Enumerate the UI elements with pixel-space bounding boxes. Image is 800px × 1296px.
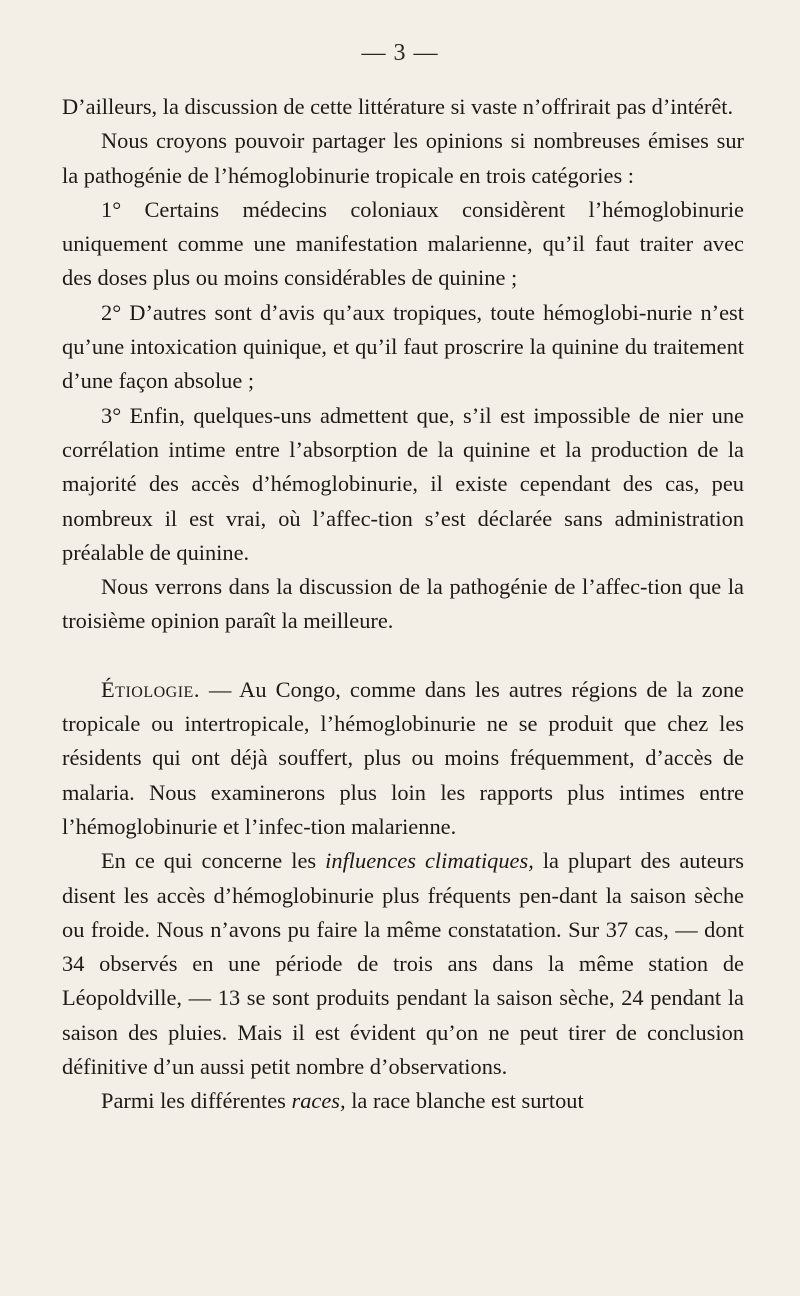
list-item-2: 2° D’autres sont d’avis qu’aux tropiques, toute hémoglobi-nurie n’est qu’une intoxication quinique, et qu’il faut proscrire la quinine du traitement d’une façon absolue ; [62, 299, 744, 394]
etiologie-paragraph [62, 673, 744, 844]
races-emphasis: races, [291, 1088, 346, 1114]
races-paragraph [62, 1084, 744, 1118]
paragraph-1: D’ailleurs, la discussion de cette littérature si vaste n’offrirait pas d’intérêt. [62, 94, 734, 119]
page-number: — 3 — [361, 40, 439, 66]
climate-text-before: En ce qui concerne les [101, 848, 326, 874]
climate-paragraph [62, 844, 744, 1084]
list-item-1: 1° Certains médecins coloniaux considèrent l’hémoglobinurie uniquement comme une manifestation malarienne, qu’il faut traiter avec des doses plus ou moins considérables de quinine ; [62, 196, 744, 291]
paragraph-conclusion: Nous verrons dans la discussion de la pathogénie de l’affec-tion que la troisième opinion paraît la meilleure. [62, 574, 744, 634]
races-text-before: Parmi les différentes [101, 1088, 292, 1114]
section-heading-etiologie: Étiologie. [101, 676, 200, 702]
climate-text-after: la plupart des auteurs disent les accès d’hémoglobinurie plus fréquents pen-dant la saison sèche ou froide. Nous n’avons pu faire la même constatation. Sur 37 cas, — dont 34 observés en une période de trois ans dans la même station de Léopoldville, — 13 se sont produits pendant la saison sèche, 24 pendant la saison des pluies. Mais il est évident qu’on ne peut tirer de conclusion définitive d’un aussi petit nombre d’observations. [62, 848, 745, 1080]
section-spacer [62, 639, 744, 673]
paragraph-2: Nous croyons pouvoir partager les opinions si nombreuses émises sur la pathogénie de l’hémoglobinurie tropicale en trois catégories : [62, 128, 744, 188]
etiologie-text: — Au Congo, comme dans les autres régions de la zone tropicale ou intertropicale, l’hémoglobinurie ne se produit que chez les résidents qui ont déjà souffert, plus ou moins fréquemment, d’accès de malaria. Nous examinerons plus loin les rapports plus intimes entre l’hémoglobinurie et l’infec-tion malarienne. [62, 676, 744, 839]
list-item-3: 3° Enfin, quelques-uns admettent que, s’il est impossible de nier une corrélation intime entre l’absorption de la quinine et la production de la majorité des accès d’hémoglobinurie, il existe cependant des cas, peu nombreux il est vrai, où l’affec-tion s’est déclarée sans administration préalable de quinine. [62, 402, 744, 565]
body-text [62, 90, 744, 1119]
races-text-after: la race blanche est surtout [345, 1088, 584, 1114]
climate-emphasis: influences climatiques, [325, 848, 534, 874]
